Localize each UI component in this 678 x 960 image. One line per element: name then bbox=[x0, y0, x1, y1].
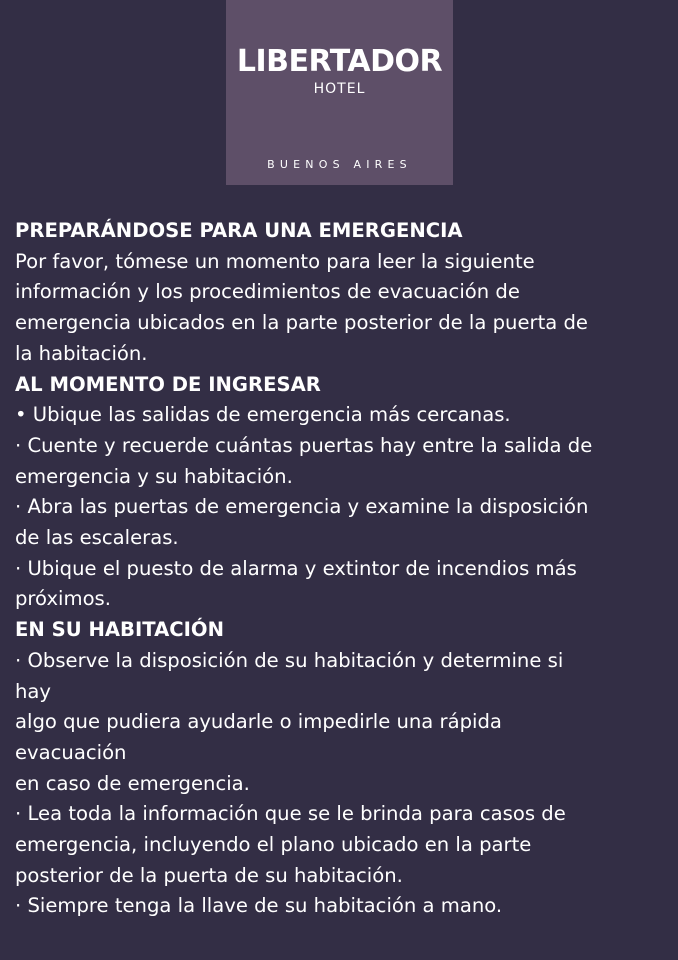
text-line: emergencia ubicados en la parte posterior de la puerta de bbox=[15, 311, 588, 335]
text-line: posterior de la puerta de su habitación. bbox=[15, 863, 403, 887]
text-line: · Ubique el puesto de alarma y extintor de incendios más bbox=[15, 556, 577, 580]
text-line: · Lea toda la información que se le brinda para casos de bbox=[15, 802, 566, 826]
text-line: evacuación bbox=[15, 740, 127, 764]
section-heading-room: EN SU HABITACIÓN bbox=[15, 618, 224, 642]
text-line: la habitación. bbox=[15, 341, 148, 365]
logo-subtitle: HOTEL bbox=[313, 81, 366, 97]
section-heading-arrival: AL MOMENTO DE INGRESAR bbox=[15, 372, 321, 396]
text-line: información y los procedimientos de evacuación de bbox=[15, 280, 520, 304]
emergency-info bbox=[15, 216, 670, 922]
text-line: emergencia y su habitación. bbox=[15, 464, 293, 488]
hotel-logo bbox=[226, 0, 453, 185]
logo-name: LIBERTADOR bbox=[236, 44, 443, 79]
text-line: · Observe la disposición de su habitación y determine si bbox=[15, 648, 564, 672]
section-heading-preparation: PREPARÁNDOSE PARA UNA EMERGENCIA bbox=[15, 219, 463, 242]
text-line: en caso de emergencia. bbox=[15, 771, 250, 795]
text-line: • Ubique las salidas de emergencia más cercanas. bbox=[15, 403, 511, 427]
text-line: próximos. bbox=[15, 587, 111, 611]
text-line: Por favor, tómese un momento para leer la siguiente bbox=[15, 249, 535, 273]
text-line: algo que pudiera ayudarle o impedirle una rápida bbox=[15, 710, 502, 734]
text-line: · Cuente y recuerde cuántas puertas hay entre la salida de bbox=[15, 433, 593, 457]
text-line: emergencia, incluyendo el plano ubicado en la parte bbox=[15, 833, 532, 857]
text-line: · Abra las puertas de emergencia y examine la disposición bbox=[15, 495, 589, 519]
logo-city: BUENOS AIRES bbox=[267, 158, 412, 171]
text-line: hay bbox=[15, 679, 52, 703]
text-line: de las escaleras. bbox=[15, 526, 179, 550]
text-line: · Siempre tenga la llave de su habitación a mano. bbox=[15, 894, 503, 918]
